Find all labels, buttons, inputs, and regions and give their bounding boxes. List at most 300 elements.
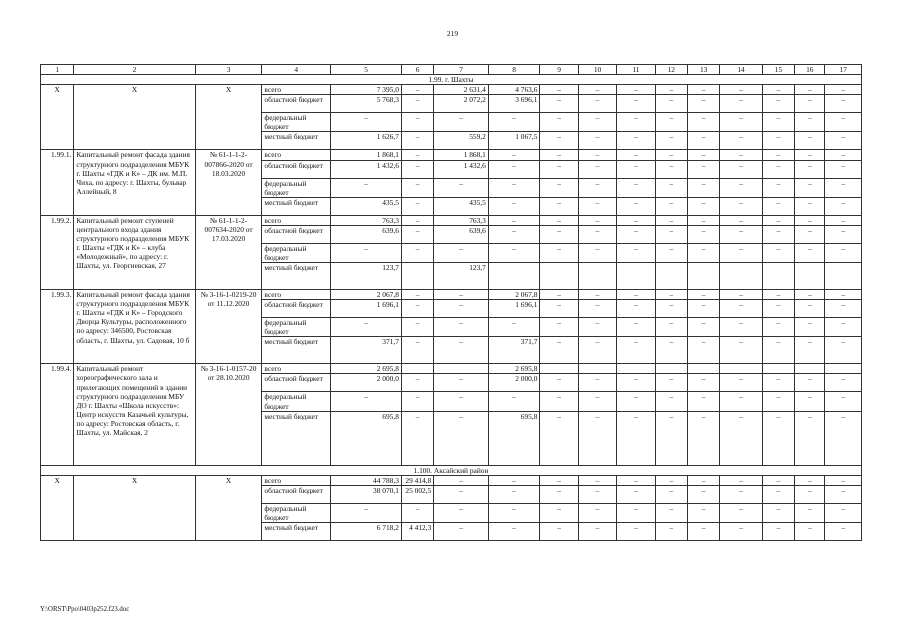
value-cell — [578, 364, 616, 374]
value-cell: 38 070,1 — [331, 485, 402, 503]
value-cell: – — [540, 522, 578, 540]
value-cell: – — [687, 392, 719, 411]
value-cell: – — [720, 95, 762, 113]
value-cell: – — [655, 290, 687, 300]
value-cell: – — [540, 132, 578, 150]
column-number-cell: 10 — [578, 65, 616, 75]
value-cell — [762, 364, 794, 374]
value-cell: 2 000,0 — [331, 374, 402, 392]
column-number-cell: 12 — [655, 65, 687, 75]
value-cell: – — [655, 300, 687, 318]
section-row — [41, 465, 862, 475]
value-cell: – — [540, 475, 578, 485]
value-cell: – — [617, 337, 655, 364]
value-cell: – — [488, 243, 540, 262]
value-cell: 4 412,3 — [401, 522, 433, 540]
value-cell: – — [720, 411, 762, 465]
value-cell: – — [795, 374, 825, 392]
funding-type: всего — [262, 150, 331, 160]
item-document: X — [195, 475, 262, 540]
column-number-cell: 8 — [488, 65, 540, 75]
funding-type: областной бюджет — [262, 374, 331, 392]
value-cell: – — [655, 132, 687, 150]
value-cell — [540, 364, 578, 374]
value-cell: – — [488, 475, 540, 485]
value-cell: – — [687, 374, 719, 392]
section-title: 1.99. г. Шахты — [41, 75, 862, 85]
value-cell: – — [720, 392, 762, 411]
value-cell — [434, 364, 489, 374]
value-cell: – — [540, 225, 578, 243]
value-cell: 371,7 — [331, 337, 402, 364]
column-number-cell: 13 — [687, 65, 719, 75]
value-cell: – — [795, 503, 825, 522]
value-cell: – — [578, 290, 616, 300]
funding-type: областной бюджет — [262, 300, 331, 318]
value-cell: – — [331, 503, 402, 522]
value-cell: – — [540, 197, 578, 215]
value-cell — [825, 263, 862, 290]
value-cell: – — [401, 503, 433, 522]
value-cell: – — [795, 522, 825, 540]
value-cell: – — [687, 503, 719, 522]
section-title: 1.100. Аксайский район — [41, 465, 862, 475]
value-cell: – — [401, 197, 433, 215]
value-cell: – — [434, 522, 489, 540]
value-cell: – — [655, 197, 687, 215]
funding-type: местный бюджет — [262, 132, 331, 150]
value-cell: – — [434, 300, 489, 318]
value-cell: – — [720, 243, 762, 262]
value-cell: 1 696,1 — [488, 300, 540, 318]
value-cell: – — [825, 411, 862, 465]
value-cell: – — [825, 132, 862, 150]
value-cell: – — [687, 95, 719, 113]
value-cell: – — [617, 225, 655, 243]
value-cell: – — [687, 485, 719, 503]
value-cell: – — [578, 318, 616, 337]
value-cell: – — [795, 411, 825, 465]
value-cell: – — [655, 215, 687, 225]
value-cell: – — [401, 160, 433, 178]
value-cell: – — [331, 392, 402, 411]
value-cell: – — [825, 522, 862, 540]
value-cell: – — [762, 225, 794, 243]
funding-type: всего — [262, 85, 331, 95]
value-cell: – — [434, 178, 489, 197]
value-cell: – — [687, 132, 719, 150]
value-cell — [687, 263, 719, 290]
table-row — [41, 364, 862, 374]
value-cell — [825, 364, 862, 374]
value-cell: – — [720, 337, 762, 364]
value-cell: 44 788,3 — [331, 475, 402, 485]
value-cell: 763,3 — [331, 215, 402, 225]
column-number-cell: 15 — [762, 65, 794, 75]
value-cell: 559,2 — [434, 132, 489, 150]
value-cell: 435,5 — [331, 197, 402, 215]
item-name: X — [74, 475, 195, 540]
value-cell: – — [578, 95, 616, 113]
value-cell: – — [762, 85, 794, 95]
value-cell: – — [825, 318, 862, 337]
value-cell: – — [655, 95, 687, 113]
value-cell: – — [795, 150, 825, 160]
value-cell: – — [578, 522, 616, 540]
value-cell: 2 067,8 — [488, 290, 540, 300]
value-cell: – — [401, 132, 433, 150]
value-cell: – — [720, 475, 762, 485]
value-cell: – — [401, 85, 433, 95]
funding-type: всего — [262, 475, 331, 485]
section-row — [41, 75, 862, 85]
value-cell: – — [578, 485, 616, 503]
value-cell: – — [720, 300, 762, 318]
item-code: 1.99.2. — [41, 215, 74, 289]
column-number-cell: 11 — [617, 65, 655, 75]
value-cell — [762, 263, 794, 290]
value-cell: – — [762, 503, 794, 522]
item-code: 1.99.3. — [41, 290, 74, 364]
column-number-row — [41, 65, 862, 75]
value-cell: – — [401, 290, 433, 300]
value-cell: 2 695,8 — [488, 364, 540, 374]
value-cell: – — [540, 160, 578, 178]
value-cell: – — [825, 197, 862, 215]
value-cell: 1 868,1 — [331, 150, 402, 160]
item-document: № 3-16-1-0219-20 от 11.12.2020 — [195, 290, 262, 364]
value-cell: – — [795, 290, 825, 300]
value-cell: – — [687, 160, 719, 178]
value-cell: – — [617, 215, 655, 225]
value-cell: 4 763,6 — [488, 85, 540, 95]
value-cell: – — [687, 318, 719, 337]
value-cell: 2 695,8 — [331, 364, 402, 374]
value-cell: – — [434, 503, 489, 522]
value-cell: – — [762, 485, 794, 503]
value-cell: – — [540, 243, 578, 262]
value-cell: – — [762, 215, 794, 225]
value-cell: – — [540, 300, 578, 318]
value-cell: – — [540, 337, 578, 364]
value-cell — [540, 263, 578, 290]
value-cell: – — [617, 197, 655, 215]
table-row — [41, 290, 862, 300]
footer-file-path: Y:\ORST\Ppo\0403p252.f23.doc — [40, 606, 130, 613]
value-cell: – — [401, 225, 433, 243]
value-cell: – — [795, 85, 825, 95]
value-cell: – — [795, 197, 825, 215]
value-cell: – — [578, 225, 616, 243]
value-cell: – — [578, 243, 616, 262]
value-cell: – — [762, 392, 794, 411]
value-cell: – — [762, 318, 794, 337]
value-cell: – — [762, 178, 794, 197]
value-cell: – — [617, 178, 655, 197]
value-cell: – — [795, 475, 825, 485]
value-cell: – — [687, 243, 719, 262]
value-cell: – — [540, 374, 578, 392]
value-cell: – — [825, 225, 862, 243]
value-cell: – — [762, 522, 794, 540]
column-number-cell: 4 — [262, 65, 331, 75]
value-cell: – — [655, 113, 687, 132]
value-cell: 371,7 — [488, 337, 540, 364]
column-number-cell: 2 — [74, 65, 195, 75]
column-number-cell: 6 — [401, 65, 433, 75]
value-cell: – — [687, 225, 719, 243]
value-cell: – — [825, 290, 862, 300]
item-code: X — [41, 475, 74, 540]
value-cell: 639,6 — [434, 225, 489, 243]
value-cell — [617, 364, 655, 374]
value-cell: – — [687, 197, 719, 215]
column-number-cell: 3 — [195, 65, 262, 75]
value-cell: – — [434, 243, 489, 262]
value-cell: – — [762, 113, 794, 132]
value-cell: – — [617, 160, 655, 178]
value-cell: – — [655, 337, 687, 364]
value-cell: – — [795, 95, 825, 113]
value-cell: 1 432,6 — [434, 160, 489, 178]
value-cell: – — [434, 392, 489, 411]
value-cell: – — [762, 411, 794, 465]
value-cell: 2 067,8 — [331, 290, 402, 300]
value-cell: – — [488, 503, 540, 522]
value-cell: – — [434, 411, 489, 465]
value-cell: – — [401, 374, 433, 392]
value-cell: – — [655, 160, 687, 178]
value-cell: – — [655, 178, 687, 197]
funding-type: федеральный бюджет — [262, 178, 331, 197]
value-cell: – — [488, 485, 540, 503]
value-cell: – — [617, 150, 655, 160]
value-cell: – — [401, 392, 433, 411]
value-cell: – — [540, 485, 578, 503]
value-cell: – — [434, 290, 489, 300]
value-cell: – — [434, 485, 489, 503]
value-cell: – — [687, 475, 719, 485]
value-cell: – — [401, 113, 433, 132]
value-cell: – — [720, 485, 762, 503]
value-cell: – — [434, 337, 489, 364]
item-name: Капитальный ремонт фасада здания структурного подразделения МБУК г. Шахты «ГДК и К» – Городского Дворца Культуры, расположенного по адресу: 346500, Ростовская область, г. Шахты, ул. Садовая, 10 б — [74, 290, 195, 364]
table-row — [41, 150, 862, 160]
value-cell: – — [655, 485, 687, 503]
value-cell: – — [617, 485, 655, 503]
value-cell: – — [825, 160, 862, 178]
value-cell: – — [825, 95, 862, 113]
column-number-cell: 5 — [331, 65, 402, 75]
value-cell: – — [825, 178, 862, 197]
value-cell: – — [687, 290, 719, 300]
value-cell: – — [488, 197, 540, 215]
value-cell: – — [795, 215, 825, 225]
value-cell: – — [488, 113, 540, 132]
value-cell: – — [825, 300, 862, 318]
budget-table — [40, 64, 862, 541]
value-cell: – — [578, 113, 616, 132]
value-cell: – — [795, 337, 825, 364]
value-cell: 1 868,1 — [434, 150, 489, 160]
value-cell: – — [578, 337, 616, 364]
value-cell: – — [795, 160, 825, 178]
value-cell: – — [825, 243, 862, 262]
funding-type: всего — [262, 290, 331, 300]
value-cell: – — [488, 178, 540, 197]
value-cell: – — [762, 160, 794, 178]
value-cell: – — [825, 485, 862, 503]
value-cell: – — [795, 392, 825, 411]
value-cell: – — [434, 475, 489, 485]
value-cell: 763,3 — [434, 215, 489, 225]
value-cell: – — [795, 178, 825, 197]
value-cell: – — [655, 318, 687, 337]
item-code: 1.99.1. — [41, 150, 74, 215]
value-cell: – — [617, 503, 655, 522]
value-cell: – — [401, 178, 433, 197]
value-cell: – — [720, 225, 762, 243]
value-cell: – — [540, 290, 578, 300]
funding-type: областной бюджет — [262, 95, 331, 113]
funding-type: федеральный бюджет — [262, 243, 331, 262]
value-cell: – — [720, 374, 762, 392]
value-cell: – — [762, 197, 794, 215]
value-cell — [795, 263, 825, 290]
value-cell: – — [434, 113, 489, 132]
value-cell: – — [687, 85, 719, 95]
value-cell: – — [825, 374, 862, 392]
value-cell: – — [540, 85, 578, 95]
value-cell: – — [401, 300, 433, 318]
value-cell: – — [401, 215, 433, 225]
item-name: X — [74, 85, 195, 150]
value-cell: – — [617, 318, 655, 337]
value-cell: 5 768,3 — [331, 95, 402, 113]
table-row — [41, 85, 862, 95]
value-cell: – — [331, 113, 402, 132]
funding-type: областной бюджет — [262, 160, 331, 178]
value-cell: – — [540, 503, 578, 522]
value-cell: – — [401, 337, 433, 364]
item-code: 1.99.4. — [41, 364, 74, 465]
value-cell: – — [762, 95, 794, 113]
value-cell: – — [795, 243, 825, 262]
value-cell: 1 696,1 — [331, 300, 402, 318]
value-cell: 2 631,4 — [434, 85, 489, 95]
value-cell: – — [655, 475, 687, 485]
value-cell: 25 002,5 — [401, 485, 433, 503]
value-cell: – — [540, 178, 578, 197]
value-cell: 29 414,8 — [401, 475, 433, 485]
value-cell: – — [578, 475, 616, 485]
value-cell: – — [331, 243, 402, 262]
value-cell: – — [687, 150, 719, 160]
value-cell: – — [720, 522, 762, 540]
value-cell: – — [617, 392, 655, 411]
funding-type: областной бюджет — [262, 225, 331, 243]
value-cell: – — [488, 392, 540, 411]
funding-type: федеральный бюджет — [262, 318, 331, 337]
value-cell: – — [687, 113, 719, 132]
value-cell: 695,8 — [331, 411, 402, 465]
value-cell: – — [434, 318, 489, 337]
value-cell: – — [578, 503, 616, 522]
value-cell: – — [720, 132, 762, 150]
value-cell: – — [762, 374, 794, 392]
value-cell: – — [720, 318, 762, 337]
value-cell: – — [825, 150, 862, 160]
value-cell: – — [434, 374, 489, 392]
value-cell: – — [795, 485, 825, 503]
value-cell: – — [617, 243, 655, 262]
value-cell: – — [540, 215, 578, 225]
value-cell: – — [655, 411, 687, 465]
item-document: № 61-1-1-2-007634-2020 от 17.03.2020 — [195, 215, 262, 289]
funding-type: местный бюджет — [262, 337, 331, 364]
value-cell: 123,7 — [331, 263, 402, 290]
value-cell: 7 395,0 — [331, 85, 402, 95]
page-number: 219 — [446, 29, 459, 38]
value-cell: – — [655, 225, 687, 243]
value-cell: – — [762, 150, 794, 160]
value-cell: – — [655, 85, 687, 95]
value-cell: – — [488, 150, 540, 160]
value-cell: – — [578, 85, 616, 95]
value-cell: – — [540, 95, 578, 113]
value-cell: – — [720, 503, 762, 522]
value-cell: 123,7 — [434, 263, 489, 290]
value-cell: – — [825, 392, 862, 411]
funding-type: федеральный бюджет — [262, 503, 331, 522]
value-cell: – — [825, 337, 862, 364]
value-cell — [795, 364, 825, 374]
value-cell: – — [578, 300, 616, 318]
value-cell: – — [687, 300, 719, 318]
item-name: Капитальный ремонт ступеней центрального входа здания структурного подразделения МБУК г. Шахты «ГДК и К» – клуба «Молодежный», по адресу: г. Шахты, ул. Георгиевская, 27 — [74, 215, 195, 289]
value-cell: 1 432,6 — [331, 160, 402, 178]
value-cell: – — [401, 95, 433, 113]
value-cell: – — [762, 475, 794, 485]
column-number-cell: 16 — [795, 65, 825, 75]
value-cell: 6 718,2 — [331, 522, 402, 540]
value-cell: – — [578, 215, 616, 225]
value-cell: – — [540, 411, 578, 465]
value-cell: – — [617, 411, 655, 465]
funding-type: местный бюджет — [262, 197, 331, 215]
value-cell: – — [762, 290, 794, 300]
value-cell: – — [655, 503, 687, 522]
value-cell: – — [540, 392, 578, 411]
value-cell: – — [655, 522, 687, 540]
value-cell — [655, 263, 687, 290]
value-cell: 2 000,0 — [488, 374, 540, 392]
value-cell: – — [578, 197, 616, 215]
value-cell: – — [617, 300, 655, 318]
value-cell: – — [578, 150, 616, 160]
value-cell: – — [617, 132, 655, 150]
value-cell — [617, 263, 655, 290]
column-number-cell: 9 — [540, 65, 578, 75]
value-cell: 1 626,7 — [331, 132, 402, 150]
value-cell — [687, 364, 719, 374]
value-cell: – — [762, 300, 794, 318]
value-cell — [720, 364, 762, 374]
funding-type: федеральный бюджет — [262, 113, 331, 132]
funding-type: местный бюджет — [262, 263, 331, 290]
value-cell: – — [825, 85, 862, 95]
value-cell: – — [578, 392, 616, 411]
